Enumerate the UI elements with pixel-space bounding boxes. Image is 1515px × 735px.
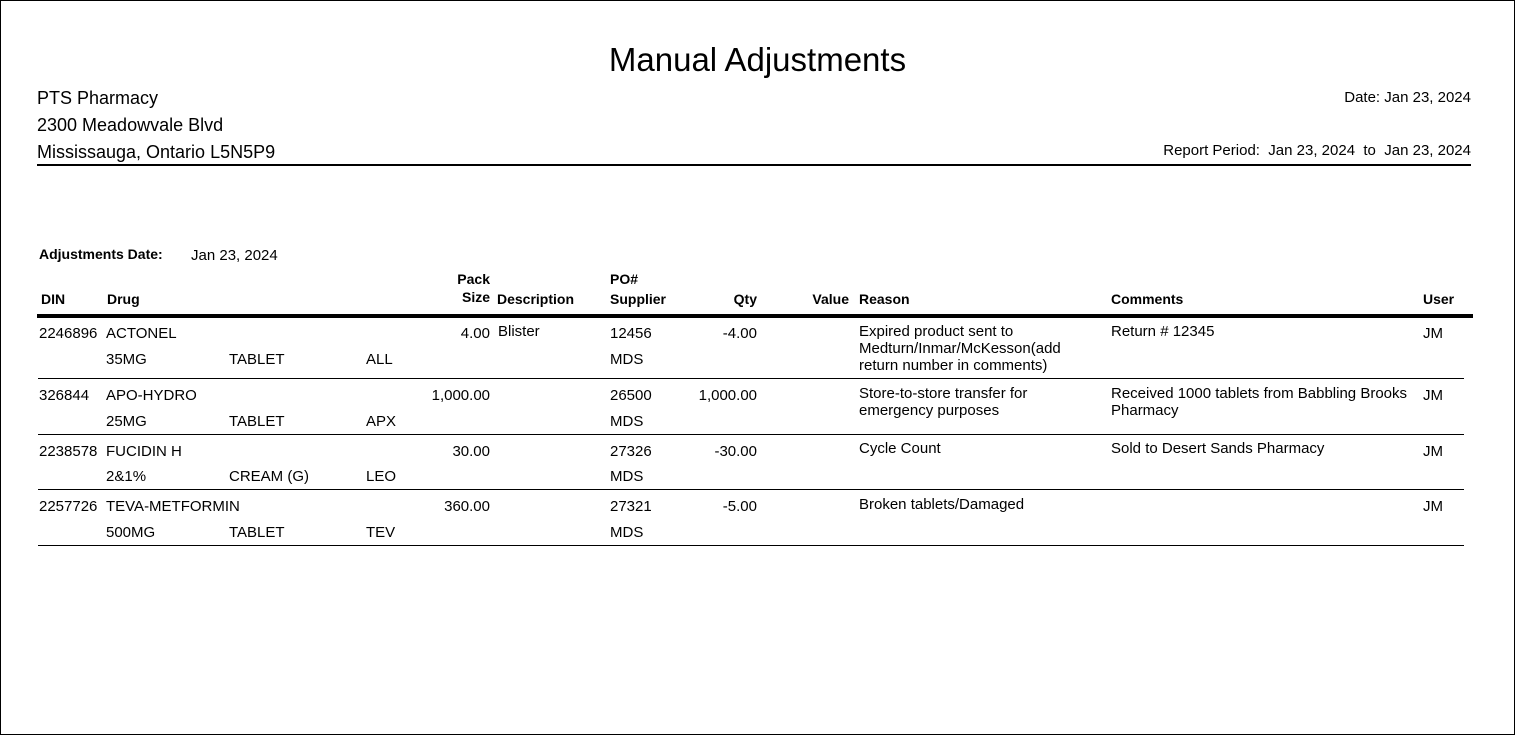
row4-supplier: MDS [610,524,644,541]
row2-strength: 25MG [106,413,147,430]
col-header-pack-line1: Pack [457,271,490,287]
row3-manufacturer: LEO [366,468,397,485]
report-title: Manual Adjustments [608,41,907,78]
row1-form: TABLET [229,351,285,368]
report-period-label: Report Period: [1163,142,1260,159]
adjustments-date-label: Adjustments Date: [39,246,163,262]
row4-manufacturer: TEV [366,524,396,541]
row2-qty: 1,000.00 [698,387,757,404]
col-header-supplier: Supplier [610,291,667,307]
col-header-reason: Reason [859,291,910,307]
row1-user: JM [1423,325,1443,342]
row4-drug: TEVA-METFORMIN [106,498,240,515]
row4-din: 2257726 [39,498,98,515]
row1-qty: -4.00 [722,325,757,342]
row4-reason: Broken tablets/Damaged [859,496,1025,513]
row2-pack-size: 1,000.00 [431,387,490,404]
col-header-qty: Qty [733,291,757,307]
row3-pack-size: 30.00 [452,443,490,460]
pharmacy-address-line2: Mississauga, Ontario L5N5P9 [37,142,276,162]
col-header-description: Description [497,291,575,307]
row-divider [38,489,1464,490]
row3-strength: 2&1% [106,468,147,485]
row2-din: 326844 [39,387,90,404]
col-header-user: User [1423,291,1455,307]
row3-drug: FUCIDIN H [106,443,182,460]
adjustments-date-value: Jan 23, 2024 [191,247,278,264]
row1-strength: 35MG [106,351,147,368]
row1-drug: ACTONEL [106,325,177,342]
row4-qty: -5.00 [722,498,757,515]
row4-user: JM [1423,498,1443,515]
col-header-pack-line2: Size [461,289,490,305]
row4-form: TABLET [229,524,285,541]
col-header-po: PO# [610,271,639,287]
report-date: Date: Jan 23, 2024 [1344,89,1471,106]
row1-din: 2246896 [39,325,98,342]
col-header-din: DIN [41,291,66,307]
row3-reason: Cycle Count [859,440,941,457]
row3-user: JM [1423,443,1443,460]
row1-description: Blister [498,323,540,340]
row2-manufacturer: APX [366,413,397,430]
row2-po: 26500 [610,387,652,404]
row1-pack-size: 4.00 [460,325,490,342]
row3-po: 27326 [610,443,652,460]
report-period-to: Jan 23, 2024 [1384,142,1471,159]
row1-reason: Expired product sent to Medturn/Inmar/McKesson(add return number in comments) [859,323,1061,374]
row3-qty: -30.00 [714,443,757,460]
report-period [1163,142,1471,159]
row-divider [38,434,1464,435]
col-header-value: Value [812,291,849,307]
row1-supplier: MDS [610,351,644,368]
row4-strength: 500MG [106,524,156,541]
row-divider [38,378,1464,379]
row3-din: 2238578 [39,443,98,460]
row2-supplier: MDS [610,413,644,430]
report-period-to-word: to [1363,142,1376,159]
row1-manufacturer: ALL [366,351,393,368]
row2-comments: Received 1000 tablets from Babbling Brooks Pharmacy [1111,385,1408,419]
pharmacy-address-line1: 2300 Meadowvale Blvd [37,115,224,135]
col-header-drug: Drug [107,291,140,307]
pharmacy-name: PTS Pharmacy [37,88,159,108]
row3-supplier: MDS [610,468,644,485]
row4-po: 27321 [610,498,652,515]
row2-form: TABLET [229,413,285,430]
row1-comments: Return # 12345 [1111,323,1215,340]
row2-reason: Store-to-store transfer for emergency purposes [859,385,1028,419]
row1-po: 12456 [610,325,652,342]
row2-user: JM [1423,387,1443,404]
row4-pack-size: 360.00 [444,498,490,515]
column-header-divider [37,314,1473,318]
row2-drug: APO-HYDRO [106,387,197,404]
row3-form: CREAM (G) [229,468,309,485]
header-divider [37,164,1471,166]
row3-comments: Sold to Desert Sands Pharmacy [1111,440,1325,457]
report-period-from: Jan 23, 2024 [1268,142,1356,159]
col-header-comments: Comments [1111,291,1184,307]
row-divider [38,545,1464,546]
